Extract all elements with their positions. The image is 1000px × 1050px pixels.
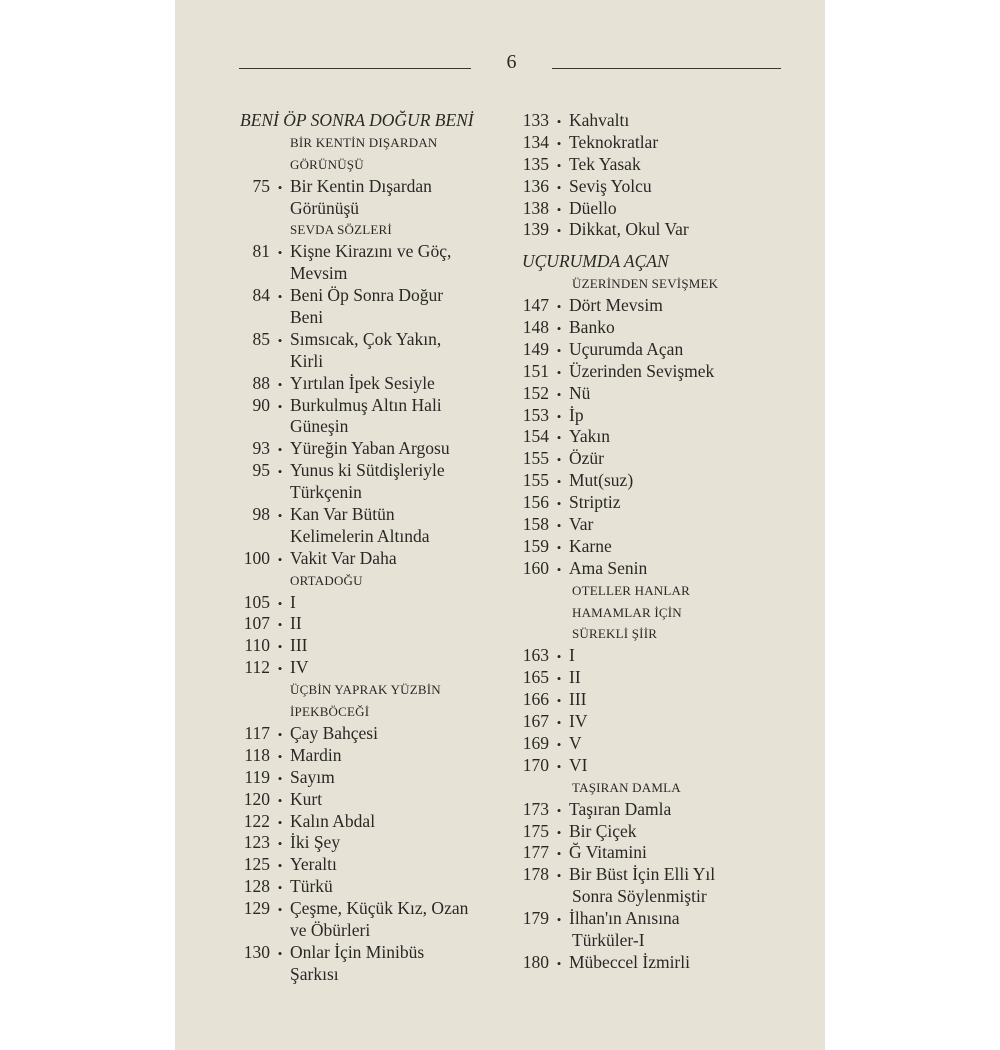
bullet: • [556, 518, 562, 534]
bullet: • [556, 386, 562, 402]
toc-entry-continuation: Güneşin [290, 416, 349, 437]
bullet: • [277, 376, 283, 392]
toc-entry-page-number: 178 [522, 864, 549, 885]
toc-entry-page-number: 133 [522, 110, 549, 130]
toc-entry [522, 470, 812, 492]
toc-entry-continuation: Mevsim [290, 263, 348, 284]
bullet: • [556, 430, 562, 446]
toc-entry-title: Üzerinden Sevişmek [569, 360, 715, 381]
toc-entry-title: İki Şey [290, 832, 341, 853]
toc-entry-page-number: 151 [522, 360, 549, 381]
bullet: • [277, 945, 283, 961]
toc-entry-title: Sımsıcak, Çok Yakın, [290, 328, 442, 349]
toc-entry-title: III [290, 635, 308, 656]
toc-entry-title: Düello [569, 197, 617, 218]
bullet: • [556, 342, 562, 358]
toc-entry-page-number: 81 [252, 241, 270, 262]
toc-entry-title: Bir Büst İçin Elli Yıl [569, 864, 716, 885]
toc-entry-title: Yakın [569, 426, 611, 447]
bullet: • [556, 452, 562, 468]
subsection-heading: ÜÇBİN YAPRAK YÜZBİN [290, 682, 441, 698]
toc-entry [240, 613, 520, 635]
bullet: • [277, 792, 283, 808]
toc-entry-page-number: 95 [252, 460, 270, 481]
toc-entry-title: VI [569, 754, 588, 775]
toc-entry-page-number: 160 [522, 557, 549, 578]
bullet: • [556, 157, 562, 173]
toc-entry-title: Beni Öp Sonra Doğur [290, 285, 444, 306]
bullet: • [556, 802, 562, 818]
subsection-heading: ORTADOĞU [290, 572, 363, 588]
toc-entry-title: IV [569, 711, 588, 732]
toc-entry [522, 132, 812, 154]
toc-entry-title: Mardin [290, 744, 342, 765]
toc-entry-page-number: 177 [522, 842, 549, 863]
toc-entry-page-number: 128 [243, 876, 270, 897]
bullet: • [556, 364, 562, 380]
toc-entry [240, 767, 520, 789]
bullet: • [556, 179, 562, 195]
toc-entry-continuation: Görünüşü [290, 197, 360, 218]
toc-entry-page-number: 110 [244, 635, 270, 656]
toc-entry-title: I [290, 591, 296, 612]
toc-entry [522, 842, 812, 864]
bullet: • [556, 135, 562, 151]
toc-entry [522, 198, 812, 220]
toc-entry [522, 514, 812, 536]
toc-entry-continuation: Kirli [290, 350, 324, 371]
toc-column-left [240, 110, 520, 986]
toc-entry-title: Çeşme, Küçük Kız, Ozan [290, 898, 469, 919]
bullet: • [277, 245, 283, 261]
toc-entry-page-number: 90 [252, 394, 270, 415]
toc-entry-title: Ğ Vitamini [569, 842, 647, 863]
toc-entry [522, 864, 812, 886]
toc-entry-page-number: 100 [243, 547, 270, 568]
toc-entry [522, 645, 812, 667]
toc-entry [240, 635, 520, 657]
toc-entry [522, 799, 812, 821]
toc-entry [522, 908, 812, 930]
bullet: • [277, 508, 283, 524]
toc-entry-page-number: 173 [522, 798, 549, 819]
toc-entry [522, 154, 812, 176]
toc-entry [522, 492, 812, 514]
toc-entry [240, 942, 520, 964]
bullet: • [556, 912, 562, 928]
bullet: • [277, 836, 283, 852]
toc-entry-page-number: 129 [243, 898, 270, 919]
toc-entry [240, 811, 520, 833]
bullet: • [556, 758, 562, 774]
subsection-heading: TAŞIRAN DAMLA [572, 779, 681, 795]
toc-entry [522, 295, 812, 317]
toc-entry [240, 504, 520, 526]
toc-entry-title: Taşıran Damla [569, 798, 672, 819]
subsection-heading: GÖRÜNÜŞÜ [290, 156, 364, 172]
toc-entry-page-number: 149 [522, 338, 549, 359]
toc-entry-page-number: 155 [522, 448, 549, 469]
toc-entry-page-number: 134 [522, 131, 549, 152]
bullet: • [556, 868, 562, 884]
toc-entry [240, 789, 520, 811]
section-title: UÇURUMDA AÇAN [522, 251, 669, 272]
toc-entry-page-number: 138 [522, 197, 549, 218]
bullet: • [556, 408, 562, 424]
bullet: • [277, 661, 283, 677]
toc-entry-title: Burkulmuş Altın Hali [290, 394, 442, 415]
bullet: • [277, 289, 283, 305]
toc-entry [240, 329, 520, 351]
toc-entry-title: Kahvaltı [569, 110, 630, 130]
toc-entry-title: Banko [569, 317, 615, 338]
toc-entry-page-number: 159 [522, 535, 549, 556]
toc-entry [240, 854, 520, 876]
toc-entry-title: İp [569, 404, 584, 425]
bullet: • [556, 496, 562, 512]
toc-entry [240, 657, 520, 679]
toc-entry [240, 395, 520, 417]
toc-entry-page-number: 107 [243, 613, 270, 634]
toc-entry-title: Striptiz [569, 492, 621, 513]
toc-entry-title: Dört Mevsim [569, 295, 663, 316]
bullet: • [556, 736, 562, 752]
toc-entry-page-number: 136 [522, 175, 549, 196]
toc-entry [240, 592, 520, 614]
bullet: • [277, 880, 283, 896]
bullet: • [556, 671, 562, 687]
bullet: • [277, 639, 283, 655]
toc-entry [522, 667, 812, 689]
bullet: • [277, 902, 283, 918]
bullet: • [277, 858, 283, 874]
toc-entry [240, 241, 520, 263]
toc-entry [522, 317, 812, 339]
toc-entry-title: V [569, 732, 582, 753]
toc-entry-title: Mut(suz) [569, 470, 634, 491]
toc-entry [240, 285, 520, 307]
toc-entry-page-number: 98 [252, 504, 270, 525]
toc-entry-page-number: 135 [522, 153, 549, 174]
toc-entry [522, 952, 812, 974]
bullet: • [556, 824, 562, 840]
toc-entry [522, 110, 812, 132]
bullet: • [277, 398, 283, 414]
toc-entry-page-number: 88 [252, 372, 270, 393]
bullet: • [556, 561, 562, 577]
toc-entry-title: Ama Senin [569, 557, 648, 578]
toc-entry-title: Karne [569, 535, 612, 556]
toc-entry-title: II [290, 613, 302, 634]
bullet: • [556, 201, 562, 217]
toc-entry [240, 548, 520, 570]
toc-entry-page-number: 84 [252, 285, 270, 306]
subsection-heading: BİR KENTİN DIŞARDAN [290, 134, 438, 150]
toc-entry-page-number: 179 [522, 908, 549, 929]
toc-entry-page-number: 166 [522, 689, 549, 710]
toc-entry [240, 745, 520, 767]
bullet: • [277, 442, 283, 458]
toc-entry-title: Bir Kentin Dışardan [290, 175, 432, 196]
section-title: BENİ ÖP SONRA DOĞUR BENİ [240, 110, 474, 130]
toc-entry-page-number: 167 [522, 711, 549, 732]
toc-entry-page-number: 130 [243, 941, 270, 962]
toc-entry-continuation: Beni [290, 307, 324, 328]
toc-entry-title: Dikkat, Okul Var [569, 219, 689, 240]
toc-entry-page-number: 122 [243, 810, 270, 831]
toc-entry-page-number: 120 [243, 788, 270, 809]
toc-entry-page-number: 155 [522, 470, 549, 491]
toc-entry-page-number: 153 [522, 404, 549, 425]
toc-entry-title: Tek Yasak [569, 153, 641, 174]
bullet: • [277, 726, 283, 742]
toc-entry-title: Yüreğin Yaban Argosu [290, 438, 450, 459]
toc-entry-title: Çay Bahçesi [290, 722, 378, 743]
toc-entry-title: Yunus ki Sütdişleriyle [290, 460, 445, 481]
toc-entry [522, 339, 812, 361]
toc-entry-title: Sayım [290, 766, 335, 787]
bullet: • [556, 846, 562, 862]
toc-entry-continuation: Türkçenin [290, 482, 362, 503]
toc-entry-page-number: 156 [522, 492, 549, 513]
toc-entry-page-number: 158 [522, 514, 549, 535]
toc-entry-title: Türkü [290, 876, 333, 897]
toc-entry-page-number: 125 [243, 854, 270, 875]
toc-entry-page-number: 123 [243, 832, 270, 853]
subsection-heading: ÜZERİNDEN SEVİŞMEK [572, 276, 719, 292]
bullet: • [556, 693, 562, 709]
toc-entry-page-number: 118 [244, 744, 270, 765]
toc-entry-title: Kurt [290, 788, 323, 809]
toc-entry [522, 448, 812, 470]
book-page [175, 0, 825, 1050]
subsection-heading: SEVDA SÖZLERİ [290, 222, 392, 238]
toc-entry-title: Kişne Kirazını ve Göç, [290, 241, 452, 262]
bullet: • [556, 299, 562, 315]
bullet: • [556, 321, 562, 337]
toc-entry-title: Mübeccel İzmirli [569, 951, 690, 972]
toc-entry-title: Kan Var Bütün [290, 504, 395, 525]
toc-entry [522, 558, 812, 580]
toc-entry [522, 383, 812, 405]
toc-entry [240, 176, 520, 198]
toc-entry-title: Kalın Abdal [290, 810, 376, 831]
toc-entry-title: Uçurumda Açan [569, 338, 684, 359]
toc-entry [522, 361, 812, 383]
toc-entry-continuation: ve Öbürleri [290, 919, 371, 940]
bullet: • [277, 748, 283, 764]
bullet: • [556, 715, 562, 731]
toc-entry-page-number: 180 [522, 951, 549, 972]
page-number: 6 [506, 51, 517, 73]
toc-entry-title: Teknokratlar [569, 131, 659, 152]
bullet: • [277, 617, 283, 633]
toc-entry [522, 733, 812, 755]
toc-entry [522, 536, 812, 558]
toc-entry [522, 821, 812, 843]
toc-entry-title: IV [290, 657, 309, 678]
bullet: • [277, 595, 283, 611]
bullet: • [556, 649, 562, 665]
toc-entry-title: Nü [569, 382, 591, 403]
subsection-heading: SÜREKLİ ŞİİR [572, 626, 658, 642]
toc-entry-page-number: 169 [522, 732, 549, 753]
toc-entry [240, 438, 520, 460]
toc-entry-page-number: 170 [522, 754, 549, 775]
subsection-heading: OTELLER HANLAR [572, 582, 690, 598]
bullet: • [556, 955, 562, 971]
toc-entry-page-number: 93 [252, 438, 270, 459]
toc-entry [522, 711, 812, 733]
bullet: • [556, 223, 562, 239]
toc-entry-continuation: Şarkısı [290, 963, 339, 984]
toc-entry-page-number: 175 [522, 820, 549, 841]
toc-entry-page-number: 85 [252, 328, 270, 349]
toc-entry-page-number: 105 [243, 591, 270, 612]
bullet: • [277, 464, 283, 480]
toc-entry-title: Yeraltı [290, 854, 337, 875]
toc-entry-title: Onlar İçin Minibüs [290, 941, 425, 962]
bullet: • [277, 179, 283, 195]
toc-entry-title: Seviş Yolcu [569, 175, 652, 196]
toc-entry-page-number: 112 [244, 657, 270, 678]
bullet: • [277, 814, 283, 830]
toc-entry-title: II [569, 667, 581, 688]
toc-entry [240, 373, 520, 395]
header-rule-right [552, 68, 781, 69]
toc-column-right [522, 110, 812, 974]
toc-entry-title: İlhan'ın Anısına [569, 908, 680, 929]
toc-entry [522, 689, 812, 711]
bullet: • [556, 474, 562, 490]
toc-entry-page-number: 117 [244, 722, 270, 743]
toc-entry-continuation: Sonra Söylenmiştir [572, 886, 707, 907]
toc-entry [240, 898, 520, 920]
toc-entry [240, 832, 520, 854]
toc-entry-continuation: Kelimelerin Altında [290, 525, 430, 546]
toc-entry-continuation: Türküler-I [572, 929, 645, 950]
toc-entry-page-number: 148 [522, 317, 549, 338]
toc-entry [522, 219, 812, 241]
toc-entry-page-number: 139 [522, 219, 549, 240]
toc-entry-page-number: 152 [522, 382, 549, 403]
toc-entry [240, 723, 520, 745]
bullet: • [556, 539, 562, 555]
toc-entry-page-number: 147 [522, 295, 549, 316]
toc-entry-title: Özür [569, 448, 604, 469]
subsection-heading: HAMAMLAR İÇİN [572, 604, 682, 620]
toc-entry-page-number: 75 [252, 175, 270, 196]
toc-entry-page-number: 165 [522, 667, 549, 688]
toc-entry-page-number: 163 [522, 645, 549, 666]
toc-entry-title: Var [569, 514, 594, 535]
toc-entry [522, 405, 812, 427]
toc-entry-title: Yırtılan İpek Sesiyle [290, 372, 435, 393]
toc-entry [522, 755, 812, 777]
bullet: • [277, 770, 283, 786]
toc-entry [522, 426, 812, 448]
bullet: • [277, 551, 283, 567]
toc-entry-page-number: 154 [522, 426, 549, 447]
bullet: • [556, 114, 562, 129]
toc-entry [522, 176, 812, 198]
toc-entry-title: Vakit Var Daha [290, 547, 397, 568]
toc-entry-page-number: 119 [244, 766, 270, 787]
toc-entry-title: I [569, 645, 575, 666]
bullet: • [277, 332, 283, 348]
subsection-heading: İPEKBÖCEĞİ [290, 704, 370, 720]
header-rule-left [239, 68, 471, 69]
toc-entry-title: Bir Çiçek [569, 820, 637, 841]
toc-entry-title: III [569, 689, 587, 710]
toc-entry [240, 876, 520, 898]
toc-entry [240, 460, 520, 482]
